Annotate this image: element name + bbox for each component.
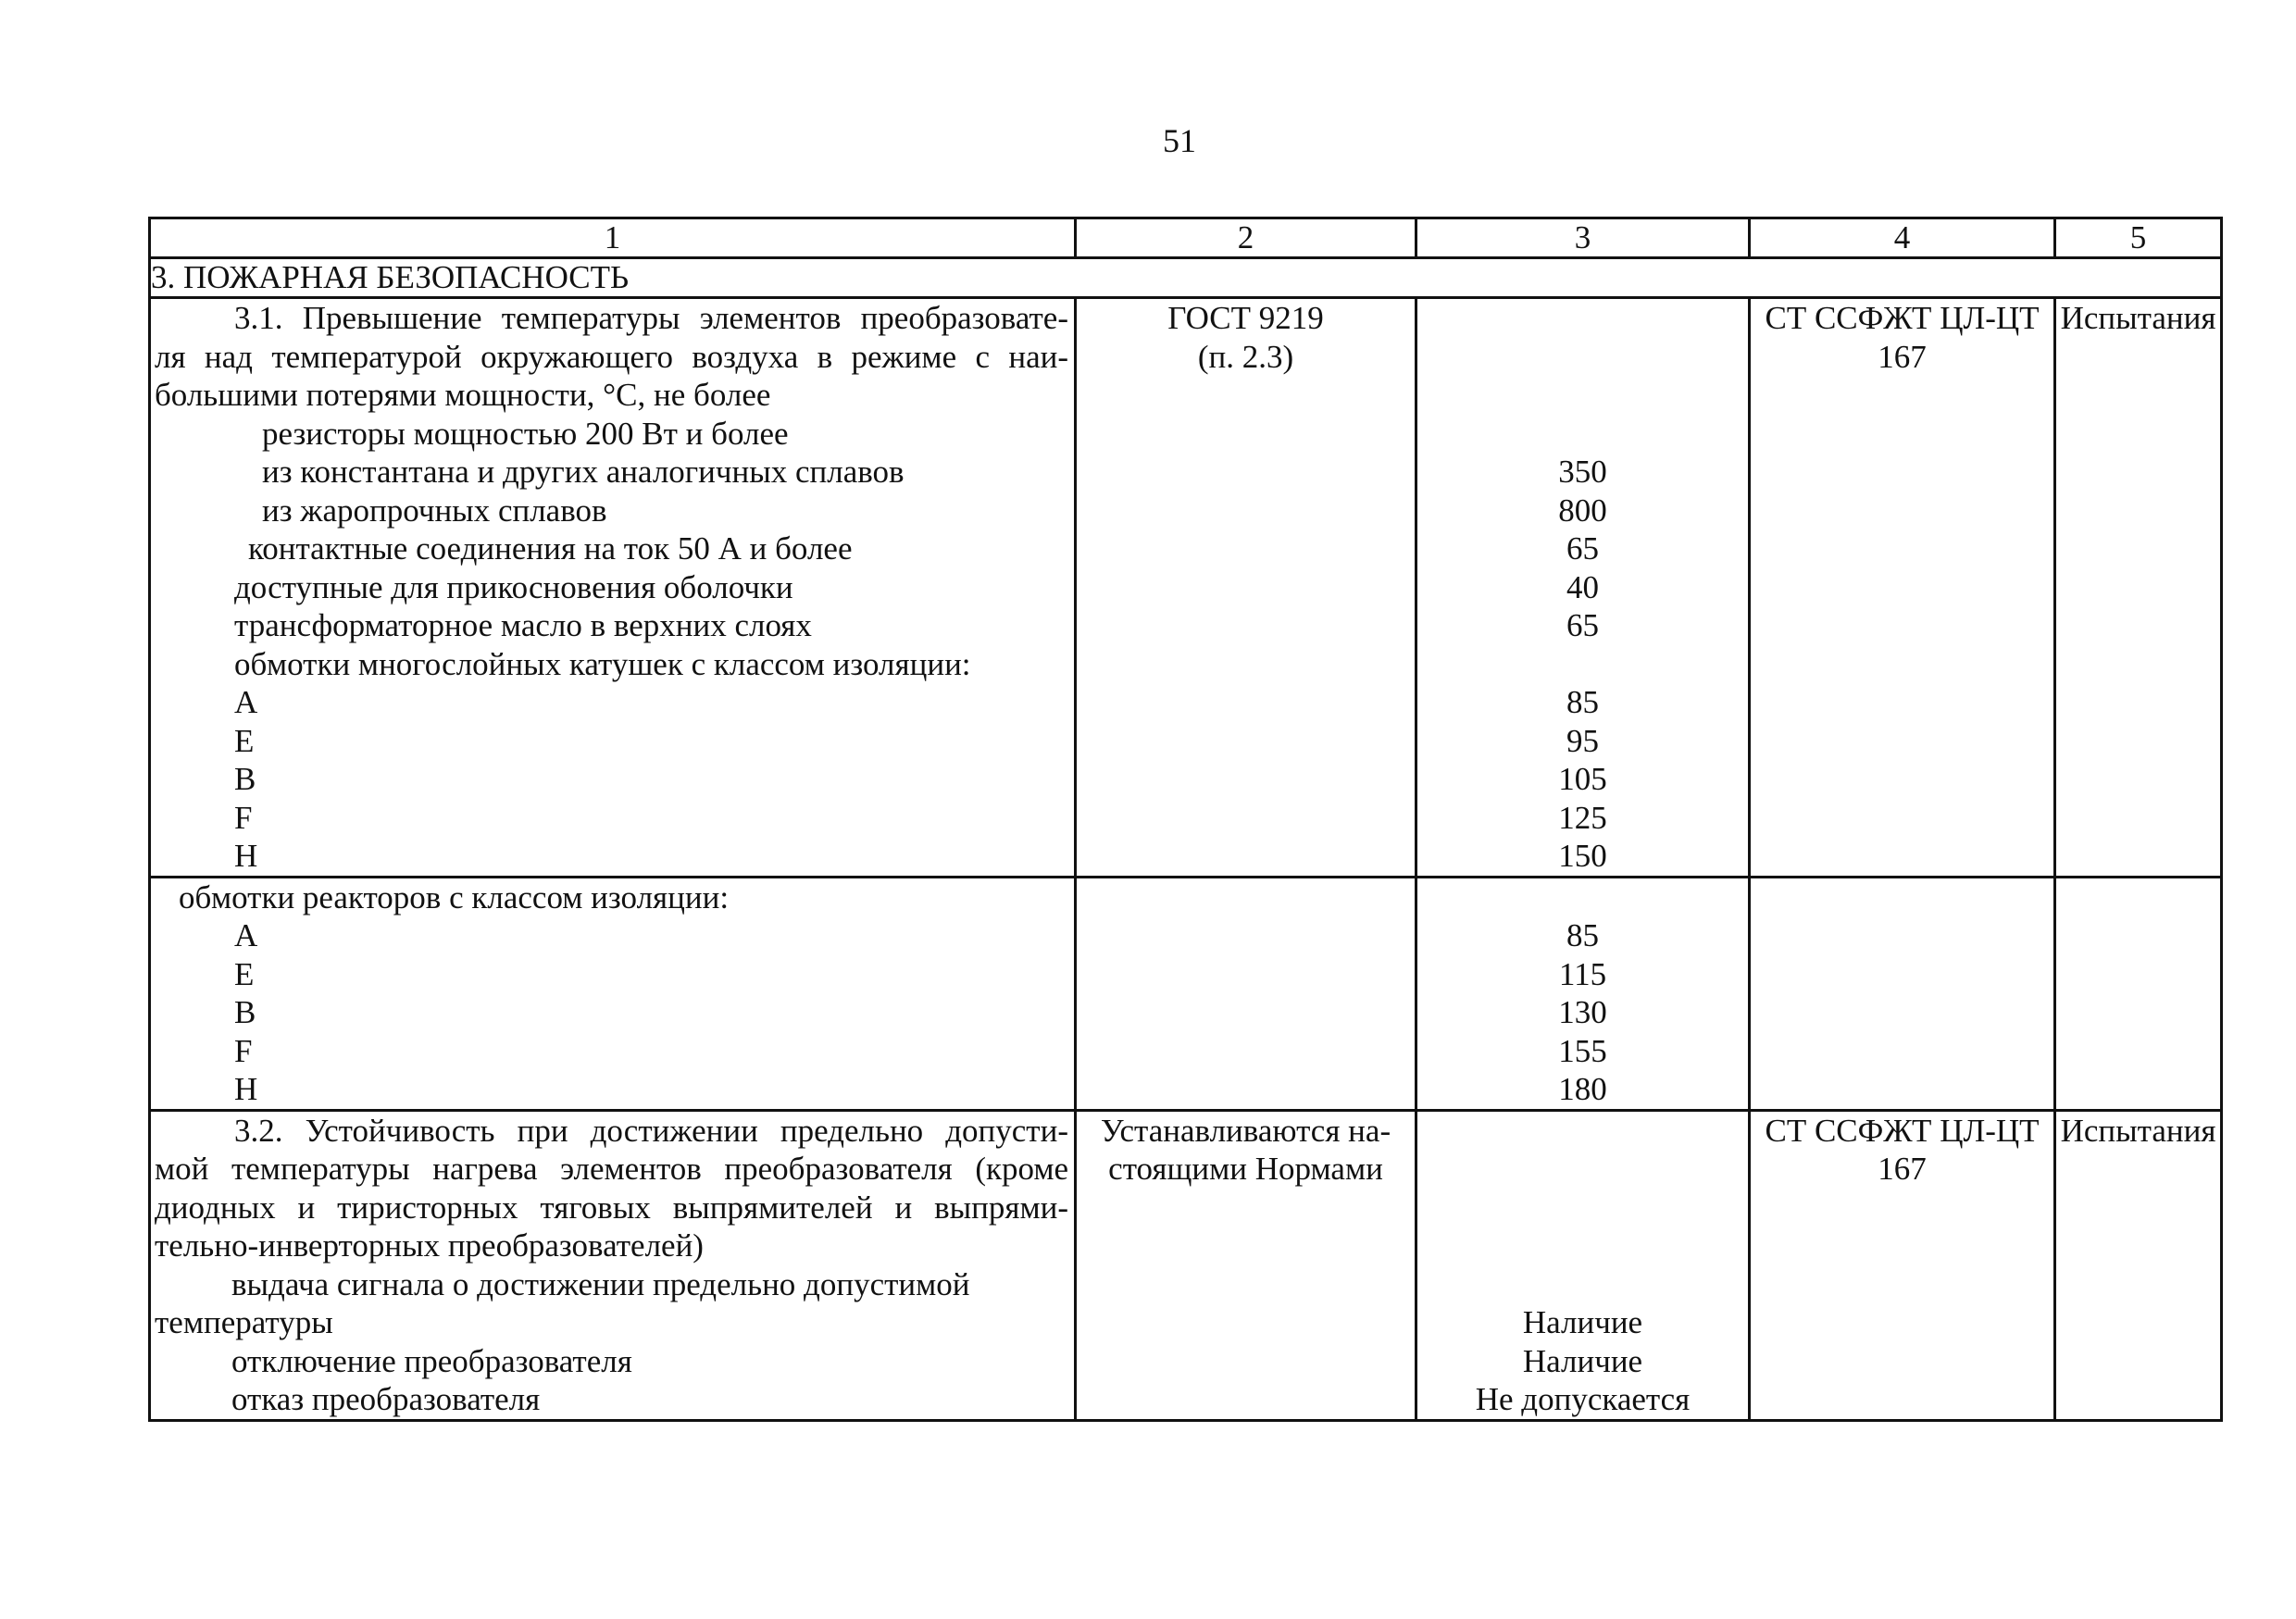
description-line: F <box>234 799 253 836</box>
value-line: 125 <box>1558 799 1607 836</box>
description-line: из жаропрочных сплавов <box>262 492 607 529</box>
control-type-cell <box>2055 1110 2222 1420</box>
test-method-line: СТ ССФЖТ ЦЛ-ЦТ <box>1765 1112 2040 1149</box>
value-line <box>1417 415 1748 454</box>
header-col-4: 4 <box>1750 218 2055 258</box>
value-line: 95 <box>1566 722 1599 759</box>
description-line: диодных и тиристорных тяговых выпрямителей и выпрями- <box>155 1189 1068 1226</box>
test-method-line: 167 <box>1878 1151 1927 1187</box>
header-col-2: 2 <box>1076 218 1416 258</box>
value-line: 150 <box>1558 838 1607 874</box>
description-line: A <box>234 684 258 720</box>
table-row <box>150 298 2222 878</box>
value-cell <box>1416 877 1750 1110</box>
description-line: мой температуры нагрева элементов преобразователя (кроме <box>155 1151 1068 1187</box>
section-title: 3. ПОЖАРНАЯ БЕЗОПАСНОСТЬ <box>150 258 2222 298</box>
value-line: 105 <box>1558 761 1607 797</box>
value-line: Наличие <box>1522 1342 1643 1379</box>
value-line: 85 <box>1566 917 1599 953</box>
description-line: ля над температурой окружающего воздуха в режиме с наи- <box>155 338 1068 375</box>
control-type-line: Испытания <box>2060 300 2216 336</box>
description-cell <box>150 1110 1076 1420</box>
value-line: Не допускается <box>1475 1381 1691 1417</box>
description-line: E <box>234 722 255 759</box>
normative-doc-line: стоящими Нормами <box>1108 1151 1383 1187</box>
normative-doc-line: (п. 2.3) <box>1197 338 1294 375</box>
test-method-cell <box>1750 298 2055 878</box>
description-line: из константана и других аналогичных сплавов <box>262 454 905 490</box>
description-line: доступные для прикосновения оболочки <box>234 568 793 605</box>
description-line: тельно-инверторных преобразователей) <box>155 1227 704 1264</box>
description-line: 3.2. Устойчивость при достижении предельно допусти- <box>234 1112 1068 1149</box>
table-row <box>150 1110 2222 1420</box>
description-line: H <box>234 838 258 874</box>
description-line: 3.1. Превышение температуры элементов преобразовате- <box>234 300 1068 336</box>
description-line: температуры <box>155 1304 333 1340</box>
description-line: A <box>234 917 258 953</box>
header-col-5: 5 <box>2055 218 2222 258</box>
value-line: 800 <box>1558 492 1607 529</box>
value-line <box>1417 1112 1748 1151</box>
description-cell <box>150 877 1076 1110</box>
description-line: резисторы мощностью 200 Вт и более <box>262 415 789 452</box>
value-line: 65 <box>1566 530 1599 567</box>
norms-table <box>148 217 2223 1422</box>
value-line <box>1417 1150 1748 1189</box>
description-line: большими потерями мощности, °С, не более <box>155 377 771 413</box>
value-cell <box>1416 1110 1750 1420</box>
control-type-line: Испытания <box>2060 1112 2216 1149</box>
description-line: E <box>234 955 255 992</box>
value-line: 85 <box>1566 684 1599 720</box>
value-line <box>1417 1227 1748 1265</box>
value-line: 350 <box>1558 454 1607 490</box>
normative-doc-cell <box>1076 877 1416 1110</box>
header-row <box>150 218 2222 258</box>
value-line <box>1417 645 1748 684</box>
description-line: контактные соединения на ток 50 А и более <box>248 530 853 567</box>
control-type-cell <box>2055 877 2222 1110</box>
test-method-line: СТ ССФЖТ ЦЛ-ЦТ <box>1765 300 2040 336</box>
header-col-1: 1 <box>150 218 1076 258</box>
test-method-cell <box>1750 877 2055 1110</box>
description-line: отключение преобразователя <box>231 1342 632 1379</box>
value-line <box>1417 1189 1748 1227</box>
description-line: трансформаторное масло в верхних слоях <box>234 607 812 643</box>
normative-doc-line: ГОСТ 9219 <box>1167 300 1324 336</box>
header-col-3: 3 <box>1416 218 1750 258</box>
page-number: 51 <box>1163 122 1196 159</box>
value-line <box>1417 1265 1748 1304</box>
description-line: выдача сигнала о достижении предельно допустимой <box>231 1265 970 1302</box>
description-line: F <box>234 1032 253 1069</box>
normative-doc-line: Устанавливаются на- <box>1100 1112 1391 1149</box>
value-line <box>1417 878 1748 917</box>
description-line: B <box>234 761 256 797</box>
test-method-cell <box>1750 1110 2055 1420</box>
description-line: B <box>234 994 256 1030</box>
table-row <box>150 877 2222 1110</box>
description-line: обмотки реакторов с классом изоляции: <box>179 878 730 915</box>
description-line: обмотки многослойных катушек с классом изоляции: <box>234 645 971 682</box>
value-line <box>1417 376 1748 415</box>
control-type-cell <box>2055 298 2222 878</box>
value-line: 40 <box>1566 568 1599 605</box>
section-row <box>150 258 2222 298</box>
test-method-line: 167 <box>1878 338 1927 375</box>
value-line: 130 <box>1558 994 1607 1030</box>
value-line <box>1417 299 1748 338</box>
normative-doc-cell <box>1076 1110 1416 1420</box>
value-line: 65 <box>1566 607 1599 643</box>
description-line: H <box>234 1071 258 1107</box>
normative-doc-cell <box>1076 298 1416 878</box>
value-line: 115 <box>1558 955 1607 992</box>
value-line: 155 <box>1558 1032 1607 1069</box>
value-line <box>1417 338 1748 377</box>
description-cell <box>150 298 1076 878</box>
value-cell <box>1416 298 1750 878</box>
value-line: Наличие <box>1522 1304 1643 1340</box>
value-line: 180 <box>1558 1071 1607 1107</box>
description-line: отказ преобразователя <box>231 1381 541 1417</box>
